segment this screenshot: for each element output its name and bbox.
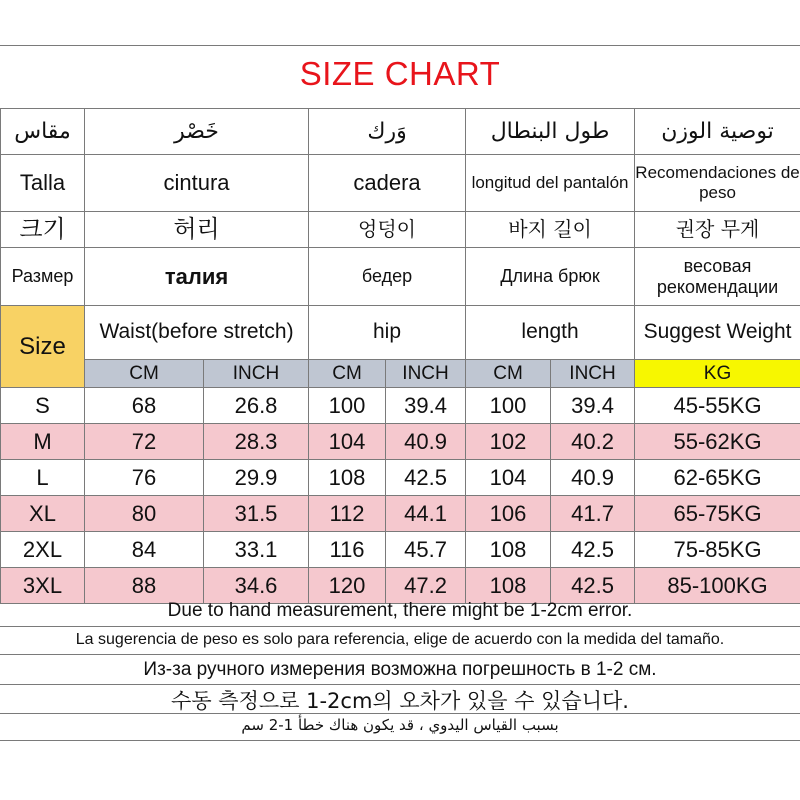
note-divider (0, 626, 800, 627)
length-cm-value: 108 (466, 532, 551, 568)
length-cm-value: 102 (466, 424, 551, 460)
header-weight-ru: весовая рекомендации (635, 248, 800, 306)
weight-value: 75-85KG (635, 532, 800, 568)
header-length-ar: طول البنطال (466, 109, 635, 155)
bottom-divider (0, 740, 800, 741)
header-waist-ko: 허리 (85, 212, 309, 248)
length-cm-value: 106 (466, 496, 551, 532)
length-inch-value: 42.5 (551, 568, 635, 604)
waist-cm-value: 88 (85, 568, 204, 604)
length-cm-value: 104 (466, 460, 551, 496)
waist-inch-value: 28.3 (204, 424, 309, 460)
waist-inch-value: 31.5 (204, 496, 309, 532)
length-inch-value: 39.4 (551, 388, 635, 424)
note-korean: 수동 측정으로 1-2cm의 오차가 있을 수 있습니다. (171, 689, 629, 713)
note-divider (0, 654, 800, 655)
header-hip-es: cadera (309, 155, 466, 212)
hip-cm-value: 116 (309, 532, 386, 568)
header-weight-ko: 권장 무게 (635, 212, 800, 248)
weight-value: 62-65KG (635, 460, 800, 496)
hip-inch-value: 45.7 (386, 532, 466, 568)
length-cm-value: 108 (466, 568, 551, 604)
table-row (1, 568, 800, 604)
size-label: 3XL (1, 568, 85, 604)
header-length-en: length (466, 306, 635, 360)
length-inch-value: 40.9 (551, 460, 635, 496)
length-cm-value: 100 (466, 388, 551, 424)
length-inch-value: 42.5 (551, 532, 635, 568)
waist-cm-value: 68 (85, 388, 204, 424)
header-size-ru: Размер (1, 248, 85, 306)
header-hip-en: hip (309, 306, 466, 360)
waist-inch-value: 29.9 (204, 460, 309, 496)
waist-inch-value: 34.6 (204, 568, 309, 604)
header-row-english (1, 306, 800, 360)
header-hip-ar: وَرك (309, 109, 466, 155)
header-waist-ru: талия (85, 248, 309, 306)
hip-cm-value: 120 (309, 568, 386, 604)
waist-inch-value: 33.1 (204, 532, 309, 568)
size-chart-table (0, 108, 800, 604)
hip-cm-value: 112 (309, 496, 386, 532)
header-weight-ar: توصية الوزن (635, 109, 800, 155)
table-row (1, 460, 800, 496)
unit-row (1, 360, 800, 388)
page-title: SIZE CHART (299, 55, 501, 92)
length-inch-value: 40.2 (551, 424, 635, 460)
unit-waist-cm: CM (85, 360, 204, 388)
note-divider (0, 713, 800, 714)
hip-inch-value: 44.1 (386, 496, 466, 532)
table-row (1, 532, 800, 568)
top-divider (0, 45, 800, 46)
hip-inch-value: 42.5 (386, 460, 466, 496)
table-row (1, 388, 800, 424)
header-row-spanish (1, 155, 800, 212)
hip-inch-value: 47.2 (386, 568, 466, 604)
waist-cm-value: 84 (85, 532, 204, 568)
unit-weight-kg: KG (635, 360, 800, 388)
hip-cm-value: 100 (309, 388, 386, 424)
note-english: Due to hand measurement, there might be 1-2cm error. (167, 600, 633, 621)
table-row (1, 496, 800, 532)
size-label: S (1, 388, 85, 424)
weight-value: 55-62KG (635, 424, 800, 460)
header-waist-ar: خَصْر (85, 109, 309, 155)
waist-inch-value: 26.8 (204, 388, 309, 424)
header-size-ar: مقاس (1, 109, 85, 155)
length-inch-value: 41.7 (551, 496, 635, 532)
weight-value: 65-75KG (635, 496, 800, 532)
header-length-ko: 바지 길이 (466, 212, 635, 248)
header-row-arabic (1, 109, 800, 155)
header-weight-en: Suggest Weight (635, 306, 800, 360)
header-row-korean (1, 212, 800, 248)
header-length-ru: Длина брюк (466, 248, 635, 306)
note-russian: Из-за ручного измерения возможна погрешность в 1-2 см. (143, 659, 657, 680)
size-label: XL (1, 496, 85, 532)
header-length-es: longitud del pantalón (466, 155, 635, 212)
unit-hip-inch: INCH (386, 360, 466, 388)
waist-cm-value: 80 (85, 496, 204, 532)
unit-length-cm: CM (466, 360, 551, 388)
unit-hip-cm: CM (309, 360, 386, 388)
hip-inch-value: 40.9 (386, 424, 466, 460)
weight-value: 85-100KG (635, 568, 800, 604)
weight-value: 45-55KG (635, 388, 800, 424)
size-label: M (1, 424, 85, 460)
waist-cm-value: 72 (85, 424, 204, 460)
unit-waist-inch: INCH (204, 360, 309, 388)
unit-length-inch: INCH (551, 360, 635, 388)
size-label: 2XL (1, 532, 85, 568)
header-hip-ru: бедер (309, 248, 466, 306)
note-spanish: La sugerencia de peso es solo para referencia, elige de acuerdo con la medida del tamaño. (75, 631, 725, 648)
header-waist-en: Waist(before stretch) (85, 306, 309, 360)
header-size-ko: 크기 (1, 212, 85, 248)
size-label: L (1, 460, 85, 496)
hip-inch-value: 39.4 (386, 388, 466, 424)
header-waist-es: cintura (85, 155, 309, 212)
header-size-en: Size (1, 306, 85, 388)
header-row-russian (1, 248, 800, 306)
waist-cm-value: 76 (85, 460, 204, 496)
hip-cm-value: 108 (309, 460, 386, 496)
table-row (1, 424, 800, 460)
header-size-es: Talla (1, 155, 85, 212)
header-hip-ko: 엉덩이 (309, 212, 466, 248)
hip-cm-value: 104 (309, 424, 386, 460)
header-weight-es: Recomendaciones de peso (635, 155, 800, 212)
note-arabic: بسبب القياس اليدوي ، قد يكون هناك خطأ 1-2 سم (241, 716, 559, 734)
